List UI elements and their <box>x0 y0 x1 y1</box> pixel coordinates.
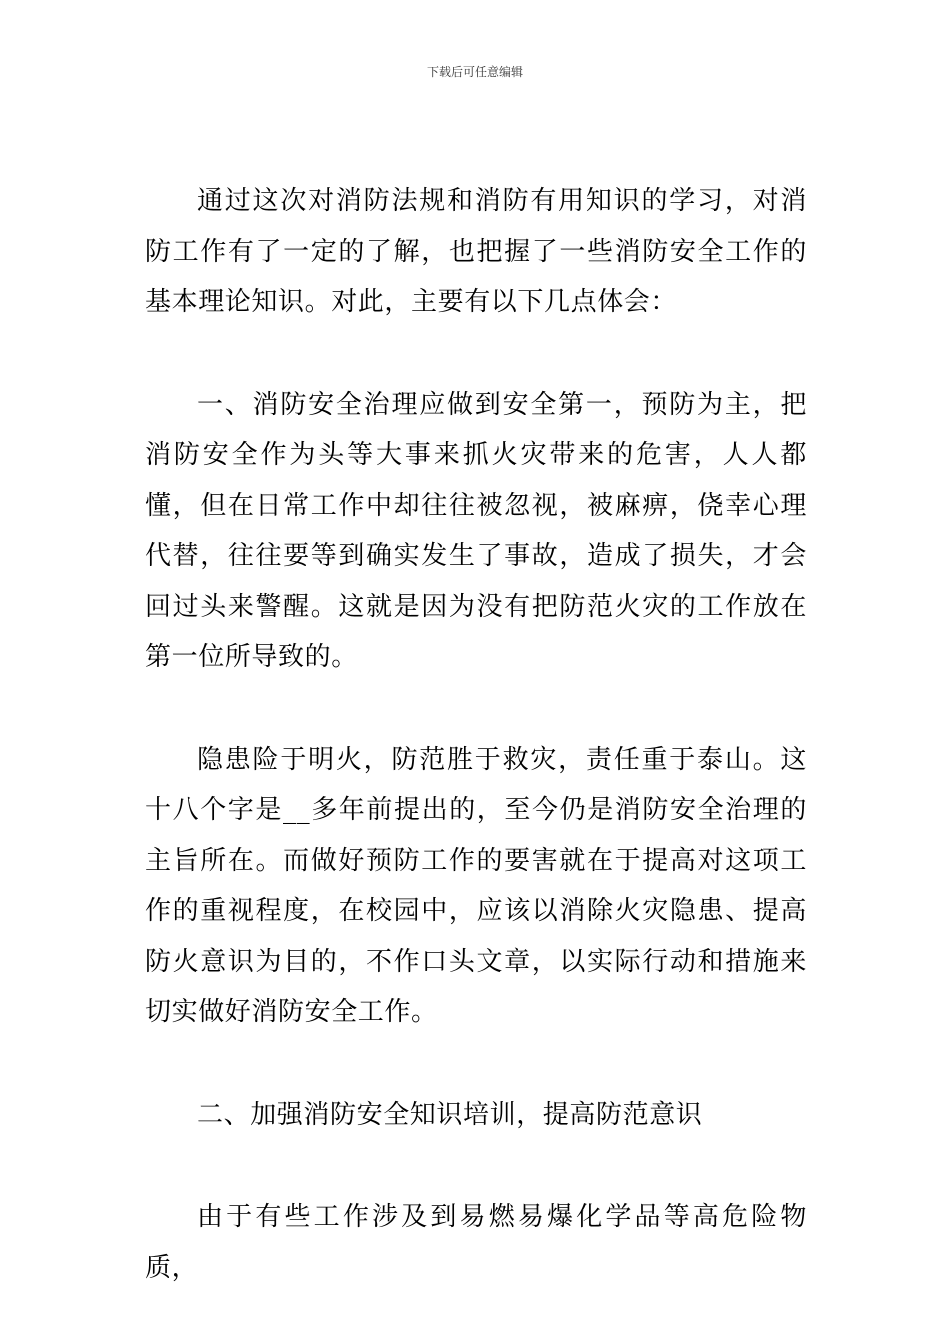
section-heading-point-two: 二、加强消防安全知识培训，提高防范意识 <box>197 1099 703 1130</box>
paragraph-point-one: 一、消防安全治理应做到安全第一，预防为主，把消防安全作为头等大事来抓火灾带来的危害，人人都懂，但在日常工作中却往往被忽视，被麻痹，侥幸心理代替，往往要等到确实发生了事故，造成了损失，才会回过头来警醒。这就是因为没有把防范火灾的工作放在第一位所导致的。 <box>145 389 807 672</box>
page-header: 下载后可任意编辑 <box>426 65 523 79</box>
paragraph-intro: 通过这次对消防法规和消防有用知识的学习，对消防工作有了一定的了解，也把握了一些消防安全工作的基本理论知识。对此，主要有以下几点体会： <box>145 186 807 317</box>
paragraph-hazard-prevention: 隐患险于明火，防范胜于救灾，责任重于泰山。这十八个字是__多年前提出的，至今仍是消防安全治理的主旨所在。而做好预防工作的要害就在于提高对这项工作的重视程度，在校园中，应该以消除火灾隐患、提高防火意识为目的，不作口头文章，以实际行动和措施来切实做好消防安全工作。 <box>145 744 807 1027</box>
document-body <box>145 176 807 1293</box>
paragraph-point-two-body: 由于有些工作涉及到易燃易爆化学品等高危险物质， <box>145 1202 807 1283</box>
